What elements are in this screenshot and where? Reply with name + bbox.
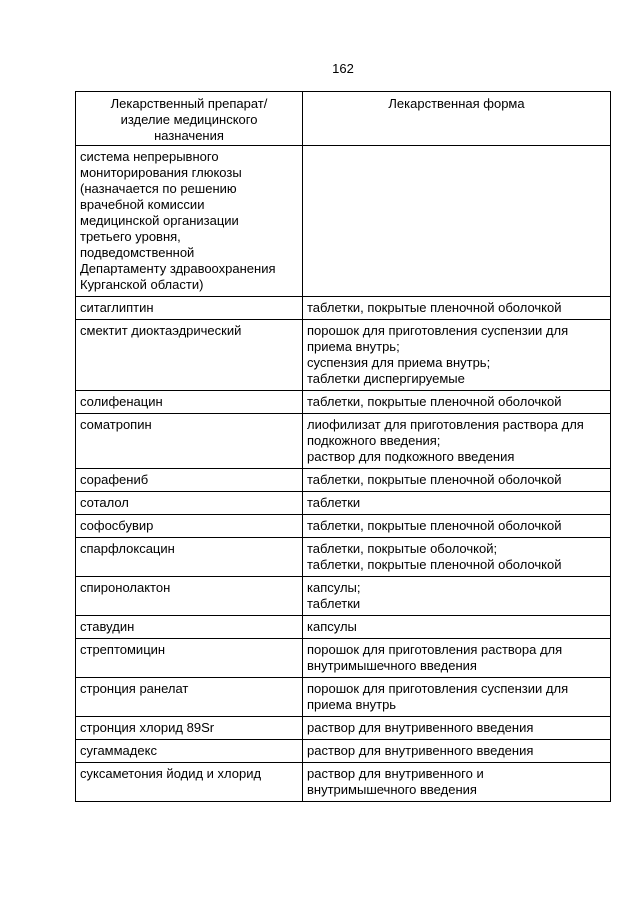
drug-cell [76, 469, 303, 492]
table-row [76, 492, 611, 515]
form-cell [303, 391, 611, 414]
drug-cell [76, 538, 303, 577]
drug-name-line: спарфлоксацин [80, 541, 175, 556]
header-line: Лекарственный препарат/ [110, 96, 268, 111]
drug-name-line: соматропин [80, 417, 152, 432]
dosage-form-line: порошок для приготовления суспензии для [307, 323, 569, 338]
drug-name-line: Департаменту здравоохранения [80, 261, 276, 276]
table-row [76, 577, 611, 616]
form-cell [303, 639, 611, 678]
header-line: Лекарственная форма [388, 96, 525, 111]
drug-cell [76, 146, 303, 297]
form-cell [303, 414, 611, 469]
form-cell [303, 577, 611, 616]
drug-cell [76, 763, 303, 802]
table-body [76, 146, 611, 802]
drug-cell [76, 297, 303, 320]
dosage-form-line: таблетки, покрытые пленочной оболочкой [307, 557, 562, 572]
header-form [303, 92, 611, 146]
dosage-form-line: внутримышечного введения [307, 782, 477, 797]
form-cell [303, 763, 611, 802]
table-row [76, 146, 611, 297]
form-cell [303, 515, 611, 538]
drug-cell [76, 678, 303, 717]
dosage-form-line: приема внутрь; [307, 339, 400, 354]
dosage-form-line: таблетки, покрытые оболочкой; [307, 541, 498, 556]
drug-cell [76, 391, 303, 414]
drug-name-line: система непрерывного [80, 149, 219, 164]
drug-table [75, 91, 611, 802]
dosage-form-line: лиофилизат для приготовления раствора для [307, 417, 584, 432]
dosage-form-line: таблетки, покрытые пленочной оболочкой [307, 472, 562, 487]
dosage-form-line: приема внутрь [307, 697, 397, 712]
drug-name-line: Курганской области) [80, 277, 204, 292]
table-row [76, 763, 611, 802]
drug-name-line: стрептомицин [80, 642, 166, 657]
drug-cell [76, 414, 303, 469]
drug-cell [76, 616, 303, 639]
header-line: изделие медицинского [120, 112, 258, 127]
dosage-form-line: таблетки диспергируемые [307, 371, 465, 386]
drug-name-line: соталол [80, 495, 129, 510]
form-cell [303, 320, 611, 391]
header-drug [76, 92, 303, 146]
table-row [76, 414, 611, 469]
dosage-form-line: суспензия для приема внутрь; [307, 355, 491, 370]
dosage-form-line: раствор для внутривенного и [307, 766, 484, 781]
drug-cell [76, 320, 303, 391]
drug-cell [76, 717, 303, 740]
table-row [76, 297, 611, 320]
dosage-form-line: порошок для приготовления раствора для [307, 642, 563, 657]
page-number: 162 [332, 61, 354, 76]
form-cell [303, 717, 611, 740]
table-row [76, 320, 611, 391]
drug-name-line: мониторирования глюкозы [80, 165, 242, 180]
dosage-form-line: таблетки, покрытые пленочной оболочкой [307, 300, 562, 315]
form-cell [303, 538, 611, 577]
dosage-form-line: таблетки, покрытые пленочной оболочкой [307, 518, 562, 533]
form-cell [303, 492, 611, 515]
table-row [76, 469, 611, 492]
table-row [76, 515, 611, 538]
table-row [76, 639, 611, 678]
dosage-form-line: раствор для внутривенного введения [307, 743, 534, 758]
dosage-form-line: раствор для внутривенного введения [307, 720, 534, 735]
drug-name-line: смектит диоктаэдрический [80, 323, 242, 338]
drug-name-line: суксаметония йодид и хлорид [80, 766, 262, 781]
drug-name-line: врачебной комиссии [80, 197, 205, 212]
drug-cell [76, 639, 303, 678]
drug-cell [76, 515, 303, 538]
drug-name-line: сугаммадекс [80, 743, 157, 758]
form-cell [303, 469, 611, 492]
table-row [76, 740, 611, 763]
form-cell [303, 678, 611, 717]
dosage-form-line: подкожного введения; [307, 433, 441, 448]
dosage-form-line: таблетки [307, 495, 361, 510]
dosage-form-line: таблетки, покрытые пленочной оболочкой [307, 394, 562, 409]
form-cell [303, 740, 611, 763]
table-row [76, 538, 611, 577]
drug-name-line: подведомственной [80, 245, 195, 260]
table-row [76, 678, 611, 717]
dosage-form-line: внутримышечного введения [307, 658, 477, 673]
drug-name-line: софосбувир [80, 518, 154, 533]
header-line: назначения [154, 128, 224, 143]
drug-name-line: третьего уровня, [80, 229, 181, 244]
dosage-form-line: таблетки [307, 596, 361, 611]
form-cell [303, 146, 611, 297]
drug-name-line: ситаглиптин [80, 300, 154, 315]
drug-name-line: ставудин [80, 619, 135, 634]
dosage-form-line: капсулы [307, 619, 357, 634]
drug-name-line: сорафениб [80, 472, 149, 487]
drug-name-line: спиронолактон [80, 580, 171, 595]
drug-cell [76, 492, 303, 515]
table-row [76, 616, 611, 639]
drug-cell [76, 577, 303, 616]
dosage-form-line: капсулы; [307, 580, 361, 595]
drug-name-line: (назначается по решению [80, 181, 237, 196]
form-cell [303, 297, 611, 320]
drug-name-line: медицинской организации [80, 213, 239, 228]
dosage-form-line: раствор для подкожного введения [307, 449, 515, 464]
drug-name-line: солифенацин [80, 394, 163, 409]
drug-name-line: стронция ранелат [80, 681, 189, 696]
table-row [76, 717, 611, 740]
drug-cell [76, 740, 303, 763]
form-cell [303, 616, 611, 639]
dosage-form-line: порошок для приготовления суспензии для [307, 681, 569, 696]
drug-name-line: стронция хлорид 89Sr [80, 720, 215, 735]
table-row [76, 391, 611, 414]
table-header-row [76, 92, 611, 146]
